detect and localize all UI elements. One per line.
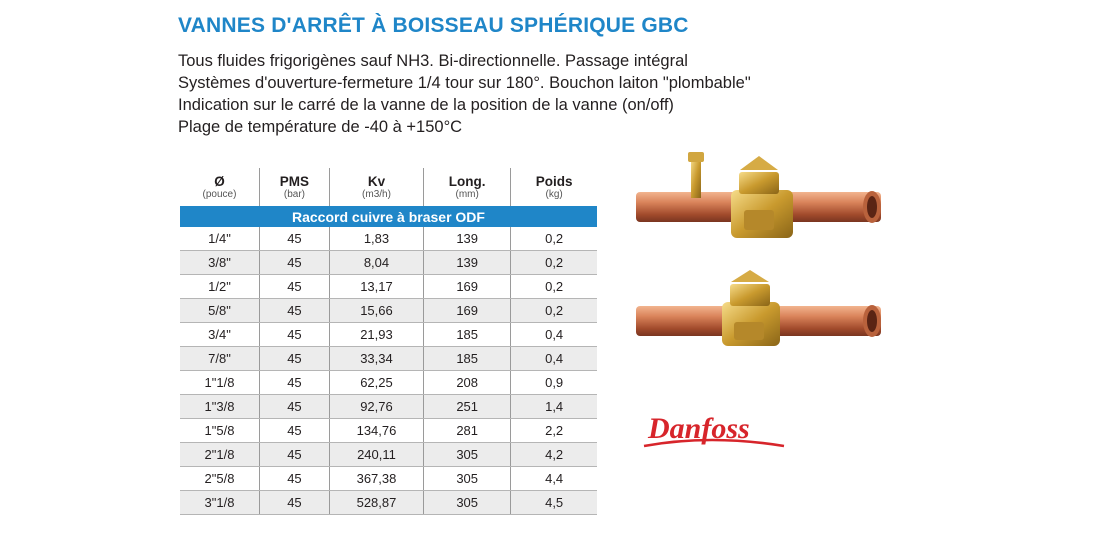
table-row [180,251,597,275]
table-row [180,371,597,395]
cell-diameter: 2"1/8 [180,443,259,467]
cell-diameter: 7/8" [180,347,259,371]
cell-length: 208 [424,371,511,395]
description-line: Systèmes d'ouverture-fermeture 1/4 tour sur 180°. Bouchon laiton "plombable" [178,74,751,92]
cell-diameter: 3"1/8 [180,491,259,515]
table-row [180,323,597,347]
cell-length: 185 [424,323,511,347]
cell-pms: 45 [259,227,329,251]
cell-kv: 134,76 [329,419,423,443]
cell-pms: 45 [259,275,329,299]
cell-diameter: 1/4" [180,227,259,251]
cell-weight: 0,2 [511,227,597,251]
description [178,50,751,138]
table-header-row [180,168,597,206]
cell-length: 305 [424,443,511,467]
cell-kv: 62,25 [329,371,423,395]
cell-pms: 45 [259,371,329,395]
cell-length: 185 [424,347,511,371]
cell-length: 139 [424,227,511,251]
cell-weight: 0,2 [511,275,597,299]
cell-diameter: 1/2" [180,275,259,299]
cell-diameter: 1"5/8 [180,419,259,443]
header-weight: Poids (kg) [511,168,597,206]
table-row [180,467,597,491]
spec-table [180,168,597,515]
section-label: Raccord cuivre à braser ODF [180,206,597,227]
cell-length: 169 [424,299,511,323]
cell-kv: 367,38 [329,467,423,491]
cell-length: 251 [424,395,511,419]
danfoss-logo [640,402,788,454]
table-row [180,227,597,251]
table-row [180,491,597,515]
cell-weight: 0,4 [511,323,597,347]
header-diameter: Ø (pouce) [202,174,237,200]
cell-length: 305 [424,467,511,491]
cell-weight: 0,4 [511,347,597,371]
cell-weight: 1,4 [511,395,597,419]
cell-pms: 45 [259,491,329,515]
cell-pms: 45 [259,443,329,467]
cell-diameter: 2"5/8 [180,467,259,491]
cell-pms: 45 [259,347,329,371]
cell-kv: 21,93 [329,323,423,347]
cell-diameter: 5/8" [180,299,259,323]
valve-image-bottom [636,268,886,368]
cell-diameter: 3/4" [180,323,259,347]
cell-weight: 0,2 [511,299,597,323]
cell-kv: 240,11 [329,443,423,467]
cell-weight: 0,2 [511,251,597,275]
cell-pms: 45 [259,323,329,347]
cell-pms: 45 [259,467,329,491]
table-row [180,299,597,323]
table-row [180,443,597,467]
description-line: Indication sur le carré de la vanne de la position de la vanne (on/off) [178,96,674,114]
cell-kv: 92,76 [329,395,423,419]
cell-weight: 4,5 [511,491,597,515]
header-kv: Kv (m3/h) [329,168,423,206]
valve-image-top [636,150,886,250]
header-pms: PMS (bar) [259,168,329,206]
page-title: VANNES D'ARRÊT À BOISSEAU SPHÉRIQUE GBC [178,14,689,37]
table-row [180,347,597,371]
cell-diameter: 3/8" [180,251,259,275]
description-line: Plage de température de -40 à +150°C [178,118,463,136]
cell-kv: 33,34 [329,347,423,371]
cell-weight: 4,4 [511,467,597,491]
section-header-row [180,206,597,227]
cell-weight: 2,2 [511,419,597,443]
cell-diameter: 1"1/8 [180,371,259,395]
cell-kv: 13,17 [329,275,423,299]
description-line: Tous fluides frigorigènes sauf NH3. Bi-directionnelle. Passage intégral [178,52,688,70]
cell-diameter: 1"3/8 [180,395,259,419]
logo-text: Danfoss [648,412,750,445]
cell-kv: 1,83 [329,227,423,251]
cell-pms: 45 [259,251,329,275]
cell-length: 281 [424,419,511,443]
cell-pms: 45 [259,395,329,419]
cell-kv: 8,04 [329,251,423,275]
header-length: Long. (mm) [424,168,511,206]
cell-pms: 45 [259,299,329,323]
cell-weight: 4,2 [511,443,597,467]
cell-length: 305 [424,491,511,515]
cell-pms: 45 [259,419,329,443]
table-row [180,419,597,443]
cell-kv: 15,66 [329,299,423,323]
table-row [180,275,597,299]
cell-length: 139 [424,251,511,275]
cell-kv: 528,87 [329,491,423,515]
cell-weight: 0,9 [511,371,597,395]
table-row [180,395,597,419]
cell-length: 169 [424,275,511,299]
